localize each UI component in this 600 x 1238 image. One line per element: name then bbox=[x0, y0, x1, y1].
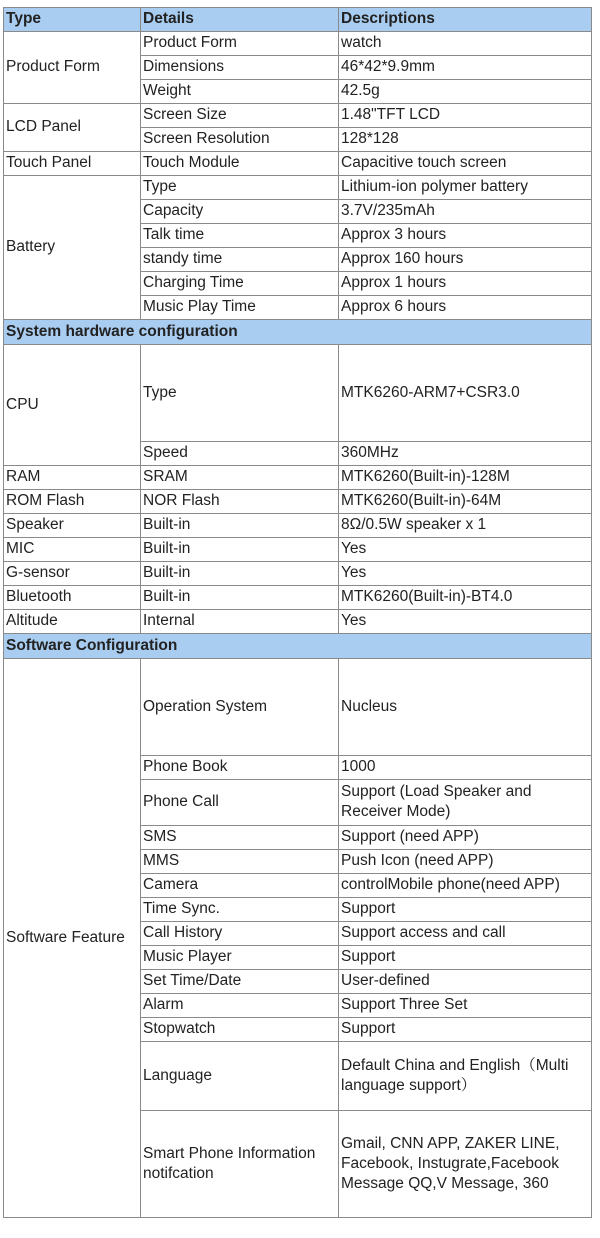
detail-cell: Dimensions bbox=[141, 56, 339, 80]
group-ram: RAM bbox=[4, 466, 141, 490]
desc-cell: MTK6260(Built-in)-128M bbox=[339, 466, 592, 490]
desc-cell: 1000 bbox=[339, 756, 592, 780]
desc-cell: 8Ω/0.5W speaker x 1 bbox=[339, 514, 592, 538]
detail-cell: Time Sync. bbox=[141, 898, 339, 922]
detail-cell: Built-in bbox=[141, 562, 339, 586]
desc-cell: Support (Load Speaker and Receiver Mode) bbox=[339, 780, 592, 826]
header-type: Type bbox=[4, 8, 141, 32]
desc-cell: Default China and English（Multi language support） bbox=[339, 1042, 592, 1111]
detail-cell: Screen Size bbox=[141, 104, 339, 128]
table-row bbox=[4, 345, 592, 442]
table-row bbox=[4, 562, 592, 586]
detail-cell: Smart Phone Information notifcation bbox=[141, 1111, 339, 1218]
desc-cell: MTK6260-ARM7+CSR3.0 bbox=[339, 345, 592, 442]
detail-cell: Type bbox=[141, 176, 339, 200]
detail-cell: Built-in bbox=[141, 514, 339, 538]
table-row bbox=[4, 490, 592, 514]
detail-cell: standy time bbox=[141, 248, 339, 272]
desc-cell: MTK6260(Built-in)-64M bbox=[339, 490, 592, 514]
detail-cell: Operation System bbox=[141, 659, 339, 756]
detail-cell: Language bbox=[141, 1042, 339, 1111]
desc-cell: controlMobile phone(need APP) bbox=[339, 874, 592, 898]
desc-cell: 42.5g bbox=[339, 80, 592, 104]
detail-cell: Built-in bbox=[141, 538, 339, 562]
section-software-title: Software Configuration bbox=[4, 634, 592, 659]
header-details: Details bbox=[141, 8, 339, 32]
detail-cell: Charging Time bbox=[141, 272, 339, 296]
detail-cell: SRAM bbox=[141, 466, 339, 490]
detail-cell: Type bbox=[141, 345, 339, 442]
table-row bbox=[4, 538, 592, 562]
section-row bbox=[4, 320, 592, 345]
desc-cell: Gmail, CNN APP, ZAKER LINE, Facebook, Instugrate,Facebook Message QQ,V Message, 360 bbox=[339, 1111, 592, 1218]
desc-cell: Approx 6 hours bbox=[339, 296, 592, 320]
desc-cell: 46*42*9.9mm bbox=[339, 56, 592, 80]
table-row bbox=[4, 176, 592, 200]
detail-cell: Product Form bbox=[141, 32, 339, 56]
detail-cell: Capacity bbox=[141, 200, 339, 224]
group-rom-flash: ROM Flash bbox=[4, 490, 141, 514]
table-row bbox=[4, 466, 592, 490]
group-touch-panel: Touch Panel bbox=[4, 152, 141, 176]
desc-cell: watch bbox=[339, 32, 592, 56]
desc-cell: Yes bbox=[339, 562, 592, 586]
desc-cell: Yes bbox=[339, 610, 592, 634]
detail-cell: Stopwatch bbox=[141, 1018, 339, 1042]
table-row bbox=[4, 659, 592, 756]
desc-cell: Support bbox=[339, 1018, 592, 1042]
detail-cell: Alarm bbox=[141, 994, 339, 1018]
desc-cell: Capacitive touch screen bbox=[339, 152, 592, 176]
detail-cell: Talk time bbox=[141, 224, 339, 248]
detail-cell: Built-in bbox=[141, 586, 339, 610]
detail-cell: Phone Book bbox=[141, 756, 339, 780]
group-battery: Battery bbox=[4, 176, 141, 320]
desc-cell: Approx 160 hours bbox=[339, 248, 592, 272]
detail-cell: Set Time/Date bbox=[141, 970, 339, 994]
desc-cell: Support bbox=[339, 946, 592, 970]
desc-cell: MTK6260(Built-in)-BT4.0 bbox=[339, 586, 592, 610]
desc-cell: User-defined bbox=[339, 970, 592, 994]
detail-cell: Screen Resolution bbox=[141, 128, 339, 152]
section-hardware-title: System hardware configuration bbox=[4, 320, 592, 345]
desc-cell: Approx 1 hours bbox=[339, 272, 592, 296]
detail-cell: Speed bbox=[141, 442, 339, 466]
table-row bbox=[4, 610, 592, 634]
group-product-form: Product Form bbox=[4, 32, 141, 104]
table-row bbox=[4, 514, 592, 538]
desc-cell: Lithium-ion polymer battery bbox=[339, 176, 592, 200]
desc-cell: Push Icon (need APP) bbox=[339, 850, 592, 874]
detail-cell: Camera bbox=[141, 874, 339, 898]
detail-cell: MMS bbox=[141, 850, 339, 874]
detail-cell: NOR Flash bbox=[141, 490, 339, 514]
group-bluetooth: Bluetooth bbox=[4, 586, 141, 610]
header-descriptions: Descriptions bbox=[339, 8, 592, 32]
detail-cell: Music Player bbox=[141, 946, 339, 970]
table-header-row bbox=[4, 8, 592, 32]
table-row bbox=[4, 104, 592, 128]
desc-cell: Approx 3 hours bbox=[339, 224, 592, 248]
group-gsensor: G-sensor bbox=[4, 562, 141, 586]
spec-table bbox=[3, 7, 592, 1218]
detail-cell: Call History bbox=[141, 922, 339, 946]
desc-cell: Support Three Set bbox=[339, 994, 592, 1018]
detail-cell: SMS bbox=[141, 826, 339, 850]
table-row bbox=[4, 586, 592, 610]
desc-cell: 3.7V/235mAh bbox=[339, 200, 592, 224]
table-row bbox=[4, 152, 592, 176]
desc-cell: Yes bbox=[339, 538, 592, 562]
desc-cell: 128*128 bbox=[339, 128, 592, 152]
group-cpu: CPU bbox=[4, 345, 141, 466]
group-mic: MIC bbox=[4, 538, 141, 562]
detail-cell: Weight bbox=[141, 80, 339, 104]
desc-cell: 360MHz bbox=[339, 442, 592, 466]
desc-cell: Nucleus bbox=[339, 659, 592, 756]
group-speaker: Speaker bbox=[4, 514, 141, 538]
detail-cell: Internal bbox=[141, 610, 339, 634]
detail-cell: Music Play Time bbox=[141, 296, 339, 320]
table-row bbox=[4, 32, 592, 56]
group-lcd-panel: LCD Panel bbox=[4, 104, 141, 152]
detail-cell: Phone Call bbox=[141, 780, 339, 826]
desc-cell: Support (need APP) bbox=[339, 826, 592, 850]
group-altitude: Altitude bbox=[4, 610, 141, 634]
detail-cell: Touch Module bbox=[141, 152, 339, 176]
desc-cell: 1.48"TFT LCD bbox=[339, 104, 592, 128]
desc-cell: Support bbox=[339, 898, 592, 922]
desc-cell: Support access and call bbox=[339, 922, 592, 946]
section-row bbox=[4, 634, 592, 659]
group-software-feature: Software Feature bbox=[4, 659, 141, 1218]
